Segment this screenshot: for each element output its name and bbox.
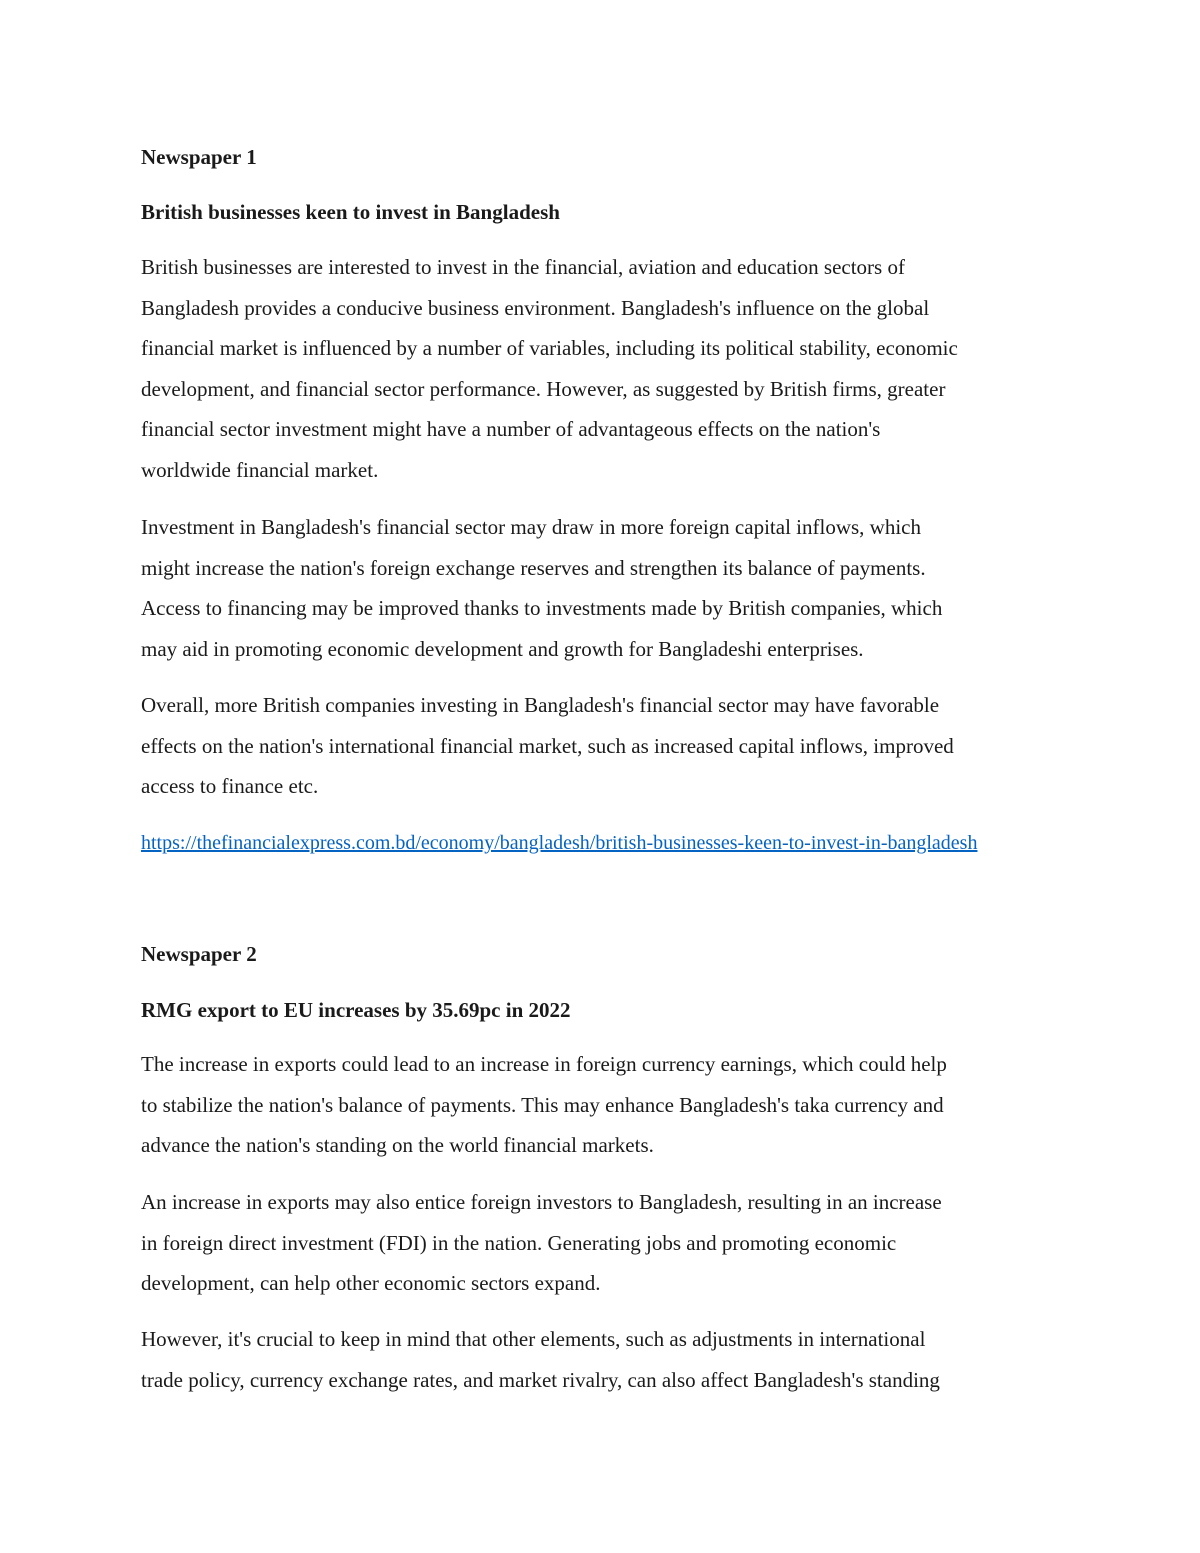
newspaper-2-headline: RMG export to EU increases by 35.69pc in 2022	[141, 998, 571, 1022]
newspaper-1-label: Newspaper 1	[141, 145, 257, 169]
newspaper-1-paragraph-2	[141, 507, 1071, 669]
text-line: Investment in Bangladesh's financial sector may draw in more foreign capital inflows, which	[141, 515, 921, 539]
text-line: development, can help other economic sectors expand.	[141, 1271, 601, 1295]
text-line: worldwide financial market.	[141, 457, 379, 482]
text-line: advance the nation's standing on the world financial markets.	[141, 1133, 654, 1157]
text-line: Access to financing may be improved thanks to investments made by British companies, which	[141, 596, 943, 620]
text-line: financial market is influenced by a number of variables, including its political stability, economic	[141, 336, 958, 360]
newspaper-2-paragraph-3	[141, 1319, 1071, 1400]
newspaper-1-paragraph-3	[141, 685, 1071, 807]
text-line: access to finance etc.	[141, 774, 319, 798]
text-line: The increase in exports could lead to an increase in foreign currency earnings, which could help	[141, 1052, 947, 1076]
text-line: in foreign direct investment (FDI) in the nation. Generating jobs and promoting economic	[141, 1230, 897, 1255]
text-line: to stabilize the nation's balance of payments. This may enhance Bangladesh's taka currency and	[141, 1092, 944, 1117]
text-line: trade policy, currency exchange rates, and market rivalry, can also affect Bangladesh's standing	[141, 1367, 940, 1392]
newspaper-2-paragraph-2	[141, 1182, 1071, 1304]
text-line: development, and financial sector performance. However, as suggested by British firms, greater	[141, 376, 946, 401]
newspaper-1-source-link[interactable]: https://thefinancialexpress.com.bd/economy/bangladesh/british-businesses-keen-to-invest-in-bangladesh	[141, 832, 978, 854]
newspaper-2-label: Newspaper 2	[141, 942, 257, 966]
text-line: An increase in exports may also entice foreign investors to Bangladesh, resulting in an increase	[141, 1190, 942, 1214]
text-line: may aid in promoting economic development and growth for Bangladeshi enterprises.	[141, 636, 864, 661]
newspaper-1-headline: British businesses keen to invest in Bangladesh	[141, 200, 560, 224]
text-line: British businesses are interested to invest in the financial, aviation and education sectors of	[141, 255, 905, 279]
newspaper-1-paragraph-1	[141, 247, 1071, 490]
text-line: Bangladesh provides a conducive business environment. Bangladesh's influence on the global	[141, 295, 930, 320]
text-line: However, it's crucial to keep in mind that other elements, such as adjustments in international	[141, 1327, 926, 1351]
text-line: Overall, more British companies investing in Bangladesh's financial sector may have favorable	[141, 693, 940, 717]
text-line: might increase the nation's foreign exchange reserves and strengthen its balance of payments.	[141, 555, 926, 580]
text-line: effects on the nation's international financial market, such as increased capital inflows, improved	[141, 733, 954, 758]
text-line: financial sector investment might have a number of advantageous effects on the nation's	[141, 417, 881, 441]
newspaper-2-paragraph-1	[141, 1044, 1071, 1166]
